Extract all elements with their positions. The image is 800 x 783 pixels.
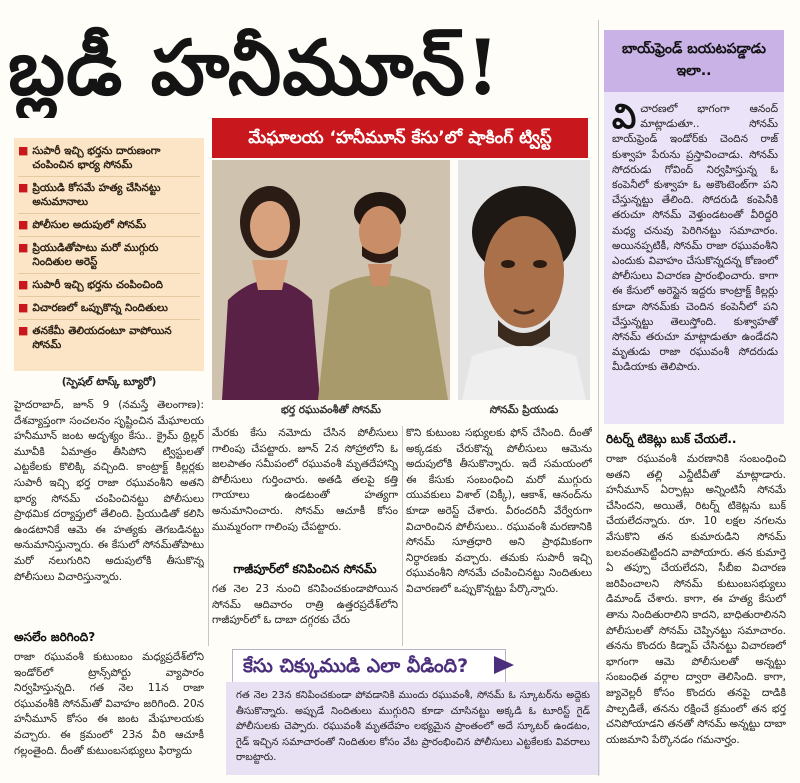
column-divider: [598, 20, 599, 776]
bullet-icon: ■: [18, 324, 29, 337]
highlight-item: ■ ప్రియుడితోపాటు మరో ముగ్గురు నిందితుల అరెస్ట్: [18, 237, 200, 274]
headline: బ్లడీ హనీమూన్!: [8, 23, 501, 112]
box-heading: కేసు చిక్కుముడి ఎలా వీడింది?: [232, 649, 506, 683]
highlight-item: ■ విచారణలో ఒప్పుకొన్న నిందితులు: [18, 297, 200, 320]
article-lead: హైదరాబాద్, జూన్ 9 (నమస్తే తెలంగాణ): దేశవ్యాప్తంగా సంచలనం సృష్టించిన మేఘాలయ హనీమూన్ జంట అదృశ్యం కేసు.. క్రైమ్ థ్రిల్లర్ మూవీకి ఏమాత్రం తీసిపోని ట్విస్టులతో ఎట్టకేలకు కొలిక్కి వచ్చింది. కాంట్రాక్ట్ కిల్లర్లకు సుపారీ ఇచ్చి భర్త రాజా రఘువంశీని అతని భార్య సోనమ్ చంపించినట్టు పోలీసులు ప్రాథమిక దర్యాప్తులో తేలింది. ప్రియుడితో కలిసి ఉండటానికే ఆమె ఈ హత్యకు తెగబడినట్టు అనుమానిస్తున్నారు. ఈ కేసులో సోనమ్‌తోపాటు మరో నలుగురిని అదుపులోకి తీసుకొన్న పోలీసులు విచారిస్తున్నారు.: [14, 399, 204, 583]
highlight-item: ■ సుపారీ ఇచ్చి భర్తను చంపించింది: [18, 274, 200, 297]
arrow-icon: [494, 656, 514, 674]
article-column-1-continued: రాజా రఘువంశీ కుటుంబం మధ్యప్రదేశ్‌లోని ఇండోర్‌లో ట్రాన్స్‌పోర్టు వ్యాపారం నిర్వహిస్తున్నది. గత నెల 11న రాజా రఘువంశీకి సోనమ్‌తో వివాహం జరిగింది. 20న హనీమూన్ కోసం ఈ జంట మేఘాలయకు వచ్చారు. ఈ క్రమంలో 23న వీరి ఆచూకీ గల్లంతైంది. దీంతో కుటుంబసభ్యులు ఫిర్యాదు: [14, 651, 204, 757]
couple-photo: [212, 160, 450, 400]
article-column-4: రాజా రఘువంశీ మరణానికి సంబంధించి అతని తల్లి ఎన్డీటీవీతో మాట్లాడారు. హనీమూన్ ఏర్పాట్లు అన్నింటినీ సోనమే చేసిందని, అయితే, రిటర్న్ టికెట్లను బుక్ చేయలేదన్నారు. రూ. 10 లక్షల నగలను వేసుకొని తన కుమారుడిని సోనమ్ బలవంతపెట్టిందని వాపోయారు. తన కుమార్తె ఏ తప్పూ చేయలేదని, సీబీఐ విచారణ జరిపించాలని సోనమ్ కుటుంబసభ్యులు డిమాండ్ చేశారు. కాగా, ఈ హత్య కేసులో తాను నిందితురాలిని కాదని, బాధితురాలినని పోలీసులతో సోనమ్ చెప్పినట్టు సమాచారం. తనను కొందరు కిడ్నాప్ చేసినట్టు విచారణలో భాగంగా ఆమె పోలీసులతో అన్నట్టు సంబంధిత వర్గాల ద్వారా తెలిసింది. కాగా, జ్యువెల్లరీ కోసం కొందరు తనపై దాడికి పాల్పడితే, తనను రక్షించే క్రమంలో తన భర్త చనిపోయాడని తనతో సోనమ్ అన్నట్టు దాబా యజమాని పేర్కొనడం గమనార్హం.: [606, 453, 786, 746]
dropcap: వి: [612, 97, 637, 137]
highlight-item: ■ తనకేమీ తెలియదంటూ వాపోయిన సోనమ్: [18, 324, 172, 351]
subheadline-banner: మేఘాలయ ‘హనీమూన్ కేసు’లో షాకింగ్ ట్విస్ట్: [212, 118, 588, 158]
box-body: గత నెల 23న కనిపించకుండా పోవడానికి ముందు రఘువంశీ, సోనమ్ ఓ స్కూటర్‌ను అద్దెకు తీసుకొన్నారు. అప్పుడే నిందితులు ముగ్గురిని కూడా చూసినట్టు అక్కడి ఓ టూరిస్ట్ గైడ్ పోలీసులకు చెప్పారు. రఘువంశీ మృతదేహం లభ్యమైన ప్రాంతంలో అదే స్కూటర్ ఉండటం, గైడ్ ఇచ్చిన సమాచారంతో నిందితుల కోసం వేట ప్రారంభించిన పోలీసులు ఎట్టకేలకు వివరాలు రాబట్టారు.: [226, 682, 600, 775]
section-heading-return-tickets: రిటర్న్ టికెట్లు బుక్ చేయలే..: [606, 432, 737, 446]
highlight-item: ■ ప్రియుడి కోసమే హత్య చేసినట్టు అనుమానాలు: [18, 177, 200, 214]
highlights-box: [14, 138, 204, 371]
photo-caption-suspect: సోనమ్ ప్రియుడు: [489, 404, 559, 416]
bullet-icon: ■: [18, 144, 29, 157]
bullet-icon: ■: [18, 181, 29, 194]
suspect-photo-illustration: [458, 160, 590, 400]
column-divider: [208, 426, 209, 646]
bullet-icon: ■: [18, 241, 29, 254]
byline: (స్పెషల్ టాస్క్ బ్యూరో): [61, 376, 157, 388]
article-column-2-continued: గత నెల 23 నుంచి కనిపించకుండాపోయిన సోనమ్ ఆదివారం రాత్రి ఉత్తరప్రదేశ్‌లోని గాజీపూర్‌లో ఓ దాబా దగ్గరకు చేరు: [212, 583, 398, 627]
highlight-item: ■ పోలీసుల అదుపులో సోనమ్: [18, 214, 200, 237]
sidebar-heading: బాయ్‌ఫ్రెండ్ బయటపడ్డాడు ఇలా..: [604, 30, 784, 92]
article-column-3: కొని కుటుంబ సభ్యులకు ఫోన్ చేసింది. దీంతో అక్కడకు చేరుకొన్న పోలీసులు ఆమెను అదుపులోకి తీసుకొన్నారు. ఇదే సమయంలో ఈ కేసుకు సంబంధించి మరో ముగ్గురు యువకులు విశాల్ (విక్కీ), ఆకాశ్, ఆనంద్‌ను కూడా అరెస్ట్ చేశారు. వీరందరినీ వేర్వేరుగా విచారించిన పోలీసులు.. రఘువంశీ మరణానికి సోనమ్ సూత్రధారి అని ప్రాథమికంగా నిర్ధారణకు వచ్చారు. తమకు సుపారీ ఇచ్చి రఘువంశీని సోనమే చంపించినట్టు నిందితులు విచారణలో ఒప్పుకొన్నట్టు పేర్కొన్నారు.: [406, 427, 592, 595]
article-column-1: [14, 398, 204, 626]
section-heading-what-happened: అసలేం జరిగింది?: [14, 630, 96, 644]
photo-caption-couple: భర్త రఘువంశీతో సోనమ్: [280, 404, 382, 416]
suspect-photo: [458, 160, 590, 400]
section-heading-ghazipur: గాజీపూర్‌లో కనిపించిన సోనమ్: [233, 562, 377, 576]
sidebar-body: విచారణలో భాగంగా ఆనంద్ మాట్లాడుతూ.. సోనమ్ బాయ్‌ఫ్రెండ్ ఇండోర్‌కు చెందిన రాజ్ కుశ్వాహ పేరును ప్రస్తావించాడు. సోనమ్ సోదరుడు గోవింద్ నిర్వహిస్తున్న ఓ కంపెనీలో కుశ్వాహ ఓ అకౌంటెంట్‌గా పని చేస్తున్నట్టు తేలింది. సోదరుడి కంపెనీకి తరుచూ సోనమ్ వెళ్తుండటంతో వీరిద్దరి మధ్య చనువు పెరిగినట్టు సమాచారం. అయినప్పటికీ, సోనమ్ రాజా రఘువంశీని ఎందుకు వివాహం చేసుకొన్నదన్న కోణంలో పోలీసులు విచారణ ప్రారంభించారు. కాగా ఈ కేసులో అరెస్టైన ఇద్దరు కాంట్రాక్ట్ కిల్లర్లు కూడా సోనమ్‌కు చెందిన కంపెనీలో పని చేస్తున్నట్టు తెలుస్తోంది. కుశ్వాహతో సోనమ్ తరుచూ మాట్లాడుతూ ఉండేదని మృతుడు రాజా రఘువంశీ సోదరుడు మీడియాకు తెలిపారు.: [604, 92, 784, 424]
couple-photo-illustration: [212, 160, 450, 400]
bullet-icon: ■: [18, 218, 29, 231]
article-column-2: మేరకు కేసు నమోదు చేసిన పోలీసులు గాలింపు చేపట్టారు. జూన్ 2న సోహ్రాలోని ఓ జలపాతం సమీపంలో రఘువంశీ మృతదేహాన్ని పోలీసులు గుర్తించారు. అతడి తలపై కత్తి గాయాలు ఉండటంతో హత్యగా అనుమానించారు. సోనమ్ ఆచూకీ కోసం ముమ్మరంగా గాలింపు చేపట్టారు.: [212, 427, 398, 533]
highlight-item: ■ సుపారీ ఇచ్చి భర్తను దారుణంగా చంపించిన భార్య సోనమ్: [18, 140, 200, 177]
bullet-icon: ■: [18, 301, 29, 314]
bullet-icon: ■: [18, 278, 29, 291]
column-divider: [402, 426, 403, 646]
